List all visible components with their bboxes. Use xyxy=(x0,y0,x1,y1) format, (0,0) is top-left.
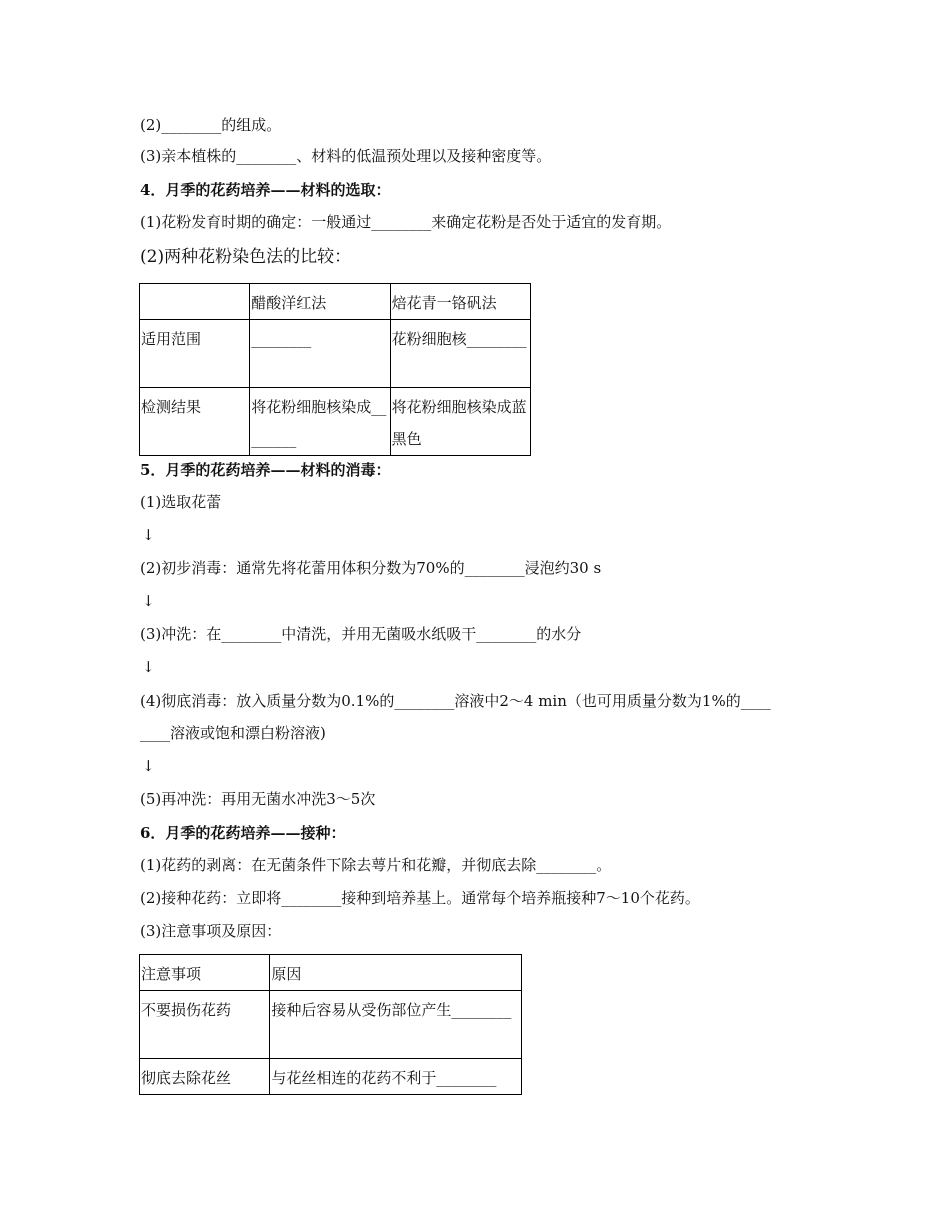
table-row xyxy=(140,320,531,388)
table-cell: 焙花青一铬矾法 xyxy=(390,284,530,320)
table-cell: 注意事项 xyxy=(140,955,270,991)
table-cell: 花粉细胞核________ xyxy=(390,320,530,388)
down-arrow-icon: ↓ xyxy=(142,658,155,676)
text-line: (3)亲本植株的________、材料的低温预处理以及接种密度等。 xyxy=(140,147,552,165)
table-cell: ________ xyxy=(250,320,390,388)
table-cell: 检测结果 xyxy=(140,388,250,456)
table-cell: 醋酸洋红法 xyxy=(250,284,390,320)
down-arrow-icon: ↓ xyxy=(142,592,155,610)
text-line: ____溶液或饱和漂白粉溶液) xyxy=(140,724,326,742)
stain-comparison-table xyxy=(139,283,531,456)
table-row xyxy=(140,991,522,1059)
table-cell: 将花粉细胞核染成________ xyxy=(250,388,390,456)
text-line: (1)花粉发育时期的确定：一般通过________来确定花粉是否处于适宜的发育期。 xyxy=(140,213,672,231)
table-cell: 接种后容易从受伤部位产生________ xyxy=(270,991,522,1059)
down-arrow-icon: ↓ xyxy=(142,526,155,544)
text-line: (2)两种花粉染色法的比较： xyxy=(140,247,352,267)
text-line: (4)彻底消毒：放入质量分数为0.1%的________溶液中2～4 min（也可用质量分数为1%的____ xyxy=(140,692,771,710)
table-cell: 彻底去除花丝 xyxy=(140,1059,270,1095)
table-cell: 将花粉细胞核染成蓝黑色 xyxy=(390,388,530,456)
table-row xyxy=(140,1059,522,1095)
table-header-row xyxy=(140,955,522,991)
table-cell: 不要损伤花药 xyxy=(140,991,270,1059)
section-heading: 4．月季的花药培养——材料的选取： xyxy=(140,181,391,199)
text-line: (3)注意事项及原因： xyxy=(140,922,282,940)
section-heading: 5．月季的花药培养——材料的消毒： xyxy=(140,461,391,479)
text-line: (1)选取花蕾 xyxy=(140,493,222,511)
table-cell xyxy=(140,284,250,320)
table-cell: 与花丝相连的花药不利于________ xyxy=(270,1059,522,1095)
text-line: (2)初步消毒：通常先将花蕾用体积分数为70%的________浸泡约30 s xyxy=(140,559,602,577)
text-line: (1)花药的剥离：在无菌条件下除去萼片和花瓣，并彻底去除________。 xyxy=(140,856,612,874)
table-header-row xyxy=(140,284,531,320)
text-line: (2)________的组成。 xyxy=(140,116,282,134)
table-cell: 原因 xyxy=(270,955,522,991)
text-line: (3)冲洗：在________中清洗，并用无菌吸水纸吸干________的水分 xyxy=(140,625,582,643)
table-cell: 适用范围 xyxy=(140,320,250,388)
table-row xyxy=(140,388,531,456)
section-heading: 6．月季的花药培养——接种： xyxy=(140,824,346,842)
text-line: (5)再冲洗：再用无菌水冲洗3～5次 xyxy=(140,790,376,808)
text-line: (2)接种花药：立即将________接种到培养基上。通常每个培养瓶接种7～10个花药。 xyxy=(140,889,700,907)
down-arrow-icon: ↓ xyxy=(142,757,155,775)
precautions-table xyxy=(139,954,522,1095)
